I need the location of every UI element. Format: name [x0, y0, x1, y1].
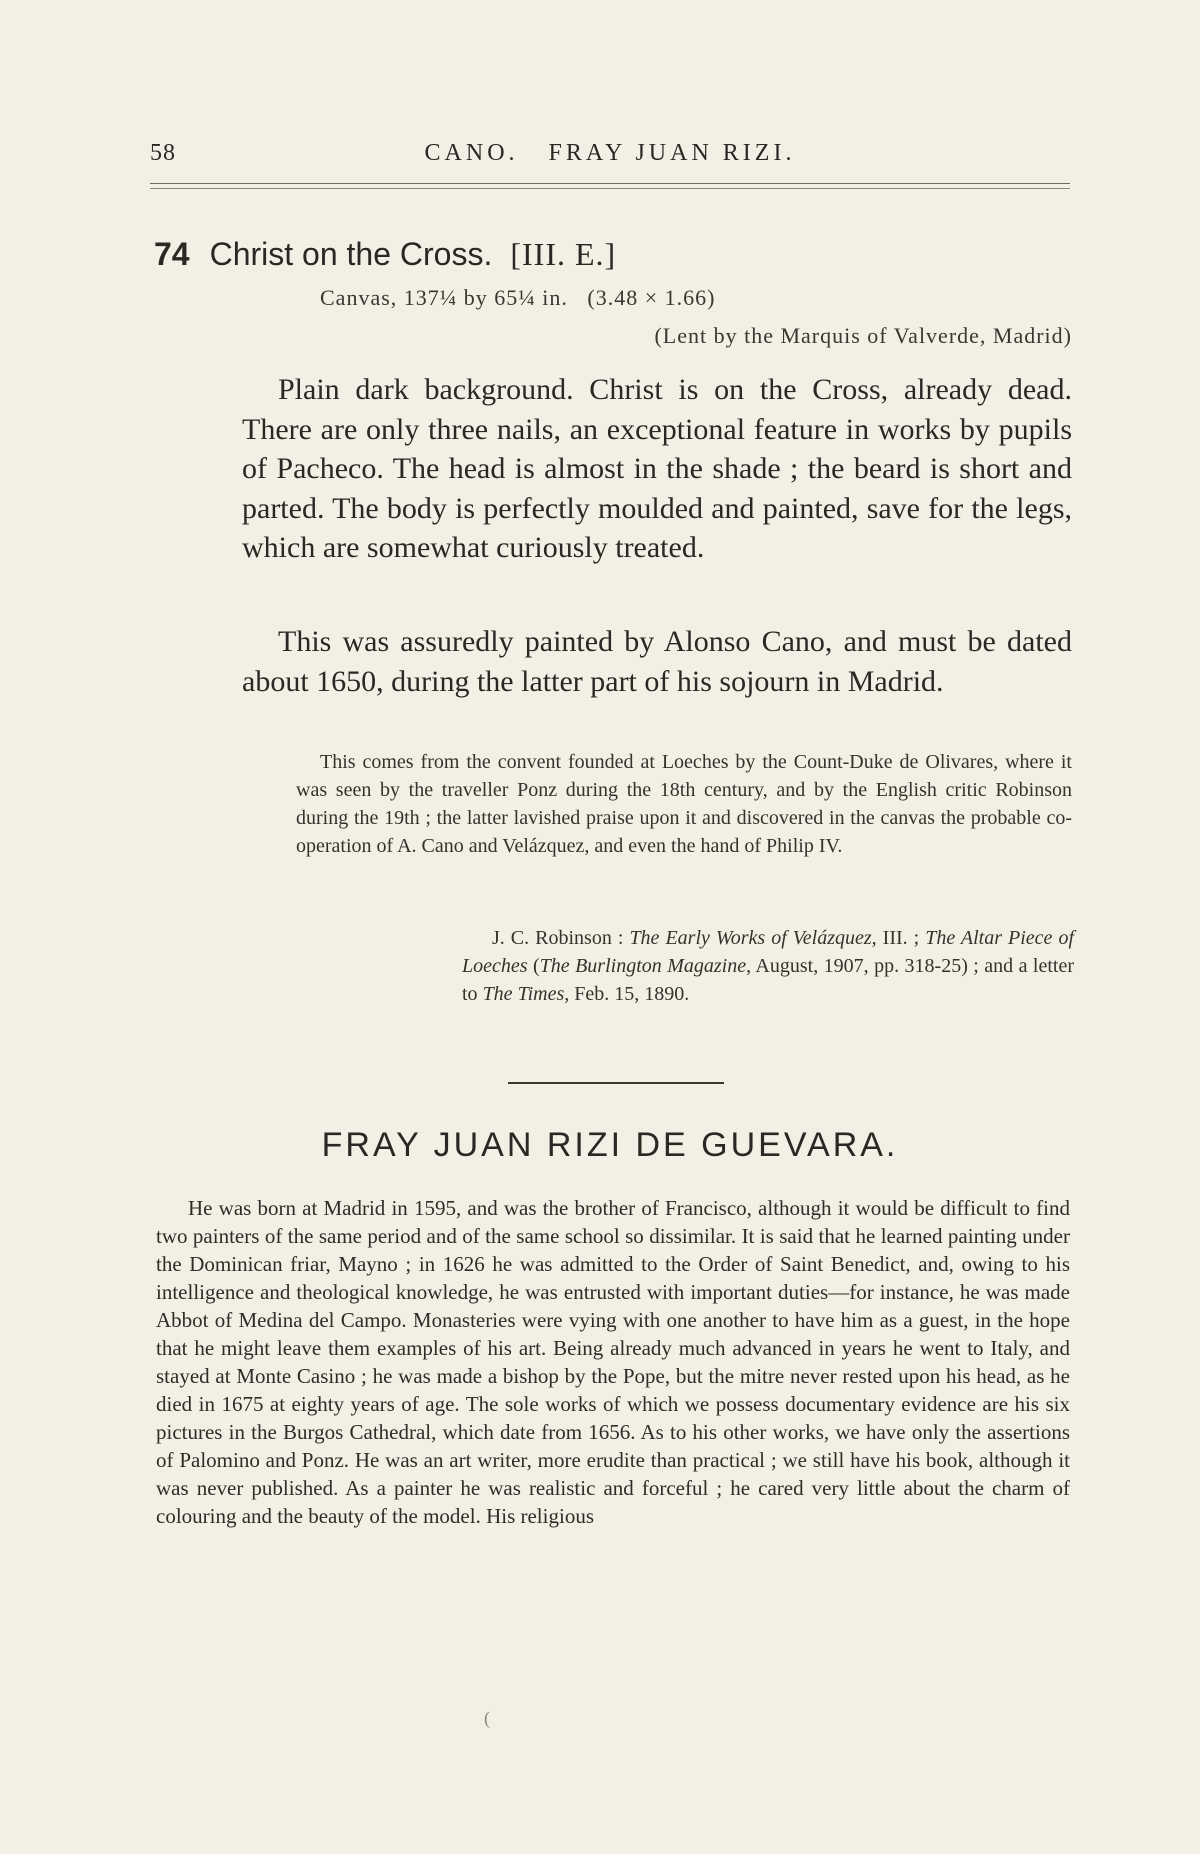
bibliography-note: [462, 924, 1074, 1008]
bib-sep-3: , August, 1907, pp. 318-25) ; and a letter to: [462, 955, 1074, 1005]
page-number: 58: [150, 140, 176, 166]
entry-title: Christ on the Cross.: [209, 236, 493, 272]
description-paragraph-2: This was assuredly painted by Alonso Cano, and must be dated about 1650, during the latter part of his sojourn in Madrid.: [242, 625, 1072, 698]
biography-paragraph: He was born at Madrid in 1595, and was the brother of Francisco, although it would be difficult to find two painters of the same period and of the same school so dissimilar. It is said that he learned painting under the Dominican friar, Mayno ; in 1626 he was admitted to the Order of Saint Benedict, and, owing to his intelligence and theological knowledge, he was entrusted with important duties—for instance, he was made Abbot of Medina del Campo. Monasteries were vying with one another to have him as a guest, in the hope that he might leave them examples of his art. Being already much advanced in years he went to Italy, and stayed at Monte Casino ; he was made a bishop by the Pope, but the mitre never rested upon his head, as he died in 1675 at eighty years of age. The sole works of which we possess documentary evidence are his six pictures in the Burgos Cathedral, which date from 1656. As to his other works, we have only the assertions of Palomino and Ponz. He was an art writer, more erudite than practical ; we still have his book, although it was never published. As a painter he was realistic and forceful ; he cared very little about the charm of colouring and the beauty of the model. His religious: [156, 1196, 1070, 1528]
bib-date: , Feb. 15, 1890.: [564, 983, 690, 1005]
bib-author: J. C. Robinson :: [492, 927, 630, 949]
bib-newspaper: The Times: [482, 983, 565, 1005]
bib-sep-2: (: [527, 955, 540, 977]
entry-heading: [154, 236, 1074, 273]
bib-sep-1: , III. ;: [871, 927, 926, 949]
section-divider: [508, 1082, 724, 1084]
section-title: FRAY JUAN RIZI DE GUEVARA.: [321, 1126, 899, 1164]
entry-number: 74: [154, 236, 190, 272]
provenance-note: This comes from the convent founded at Loeches by the Count-Duke de Olivares, where it was seen by the traveller Ponz during the 18th century, and by the English critic Robinson during the 19th ; the latter lavished praise upon it and discovered in the canvas the probable co-operation of A. Cano and Velázquez, and even the hand of Philip IV.: [296, 751, 1072, 857]
entry-lender: (Lent by the Marquis of Valverde, Madrid): [654, 323, 1072, 348]
footer-mark: (: [484, 1708, 490, 1728]
running-head: [150, 140, 1070, 180]
bib-journal: The Burlington Magazine: [539, 955, 747, 977]
entry-reference: [III. E.]: [510, 236, 617, 272]
description-paragraph-1: Plain dark background. Christ is on the Cross, already dead. There are only three nails, an exceptional feature in works by pupils of Pacheco. The head is almost in the shade ; the beard is short and parted. The body is perfectly moulded and painted, save for the legs, which are somewhat curiously treated.: [242, 373, 1072, 565]
entry-medium: Canvas, 137¼ by 65¼ in. (3.48 × 1.66): [320, 285, 716, 310]
running-title: CANO. FRAY JUAN RIZI.: [424, 140, 796, 166]
bib-title-1: The Early Works of Velázquez: [629, 927, 872, 949]
header-rule: [150, 183, 1070, 189]
bib-title-2: The Altar Piece of Loeches: [462, 927, 1074, 977]
